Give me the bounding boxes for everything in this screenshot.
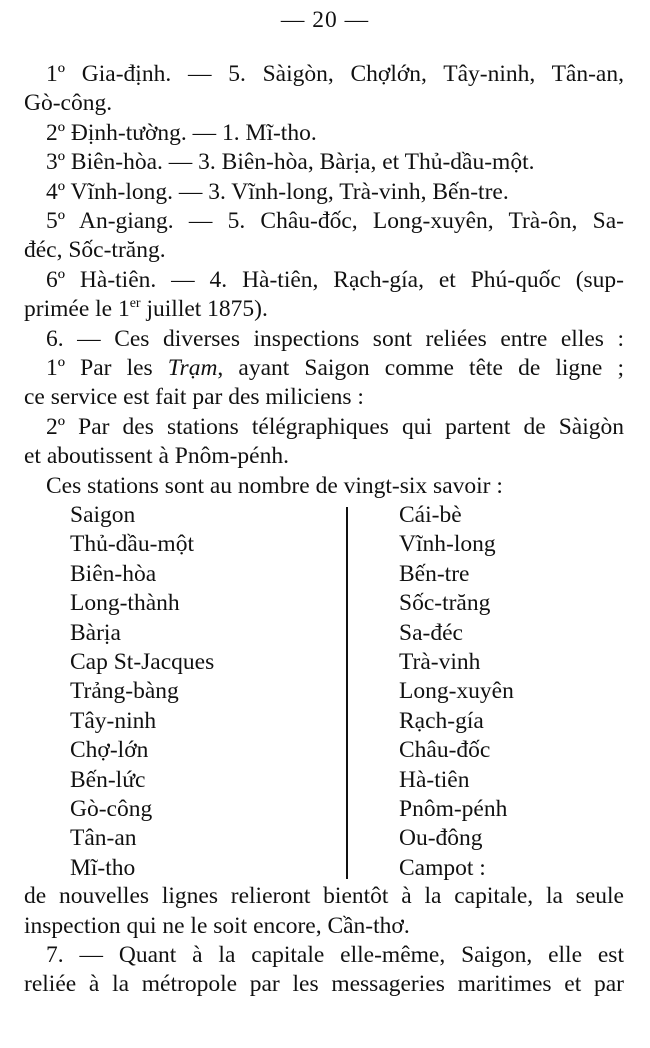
line-nouvelles-lignes: de nouvelles lignes relieront bientôt à la capitale, la seule — [24, 883, 624, 910]
line-supprimee-b: juillet 1875). — [140, 296, 268, 323]
line-par-les-tram — [24, 354, 624, 383]
station-item: Saigon — [70, 502, 136, 529]
line-vinh-long: 4º Vĩnh-long. — 3. Vĩnh-long, Trà-vinh, Bến-tre. — [46, 178, 509, 205]
station-item: Pnôm-pénh — [399, 796, 508, 822]
station-item: Hà-tiên — [399, 766, 470, 793]
paragraph-7: 7. — Quant à la capitale elle-même, Saigon, elle est — [46, 941, 624, 968]
line-gia-dinh: 1º Gia-định. — 5. Sàigòn, Chợlớn, Tây-ninh, Tân-an, — [46, 61, 624, 87]
line-bien-hoa: 3º Biên-hòa. — 3. Biên-hòa, Bàrịa, et Thủ-dầu-một. — [46, 149, 535, 176]
station-item: Sốc-trăng — [399, 590, 491, 617]
station-item: Campot : — [399, 854, 486, 881]
line-tram-b: , ayant Saigon comme tête de ligne ; — [217, 355, 624, 382]
station-item: Vĩnh-long — [399, 531, 496, 558]
station-item: Biên-hòa — [70, 560, 157, 587]
station-item: Cái-bè — [399, 502, 462, 529]
line-dinh-tuong: 2º Định-tường. — 1. Mĩ-tho. — [46, 119, 317, 146]
line-supprimee-a: primée le 1 — [24, 296, 130, 323]
column-divider — [346, 507, 348, 879]
tram-italic: Trạm — [167, 355, 218, 382]
station-item: Sa-đéc — [399, 619, 463, 646]
page-number: — 20 — — [280, 7, 370, 33]
station-item: Chợ-lớn — [70, 737, 149, 764]
stations-table — [24, 501, 624, 882]
station-item: Tân-an — [70, 825, 137, 852]
line-tram-a: 1º Par les — [46, 355, 168, 382]
line-sadec: đéc, Sốc-trăng. — [24, 237, 166, 264]
paragraph-6: 6. — Ces diverses inspections sont reliées entre elles : — [46, 325, 624, 352]
line-stations-count: Ces stations sont au nombre de vingt-six savoir : — [46, 472, 503, 499]
line-stations-telegraphiques: 2º Par des stations télégraphiques qui partent de Sàigòn — [46, 413, 624, 440]
line-can-tho: inspection qui ne le soit encore, Cần-thơ. — [24, 912, 410, 939]
line-metropole: reliée à la métropole par les messageries maritimes et par — [24, 971, 624, 998]
station-item: Gò-công — [70, 796, 153, 822]
superscript-er: er — [129, 296, 141, 312]
station-item: Tây-ninh — [70, 707, 157, 734]
station-item: Trà-vinh — [399, 649, 481, 676]
stations-right-column — [399, 501, 514, 883]
line-supprimee — [24, 295, 624, 324]
station-item: Thủ-dầu-một — [70, 531, 194, 558]
line-ha-tien: 6º Hà-tiên. — 4. Hà-tiên, Rạch-gía, et Phú-quốc (sup- — [46, 266, 624, 293]
line-pnom-penh: et aboutissent à Pnôm-pénh. — [24, 443, 289, 470]
station-item: Trảng-bàng — [70, 678, 179, 705]
line-an-giang: 5º An-giang. — 5. Châu-đốc, Long-xuyên, Trà-ôn, Sa- — [46, 208, 624, 235]
station-item: Châu-đốc — [399, 737, 491, 764]
station-item: Rạch-gía — [399, 707, 484, 734]
station-item: Bến-lức — [70, 766, 146, 793]
station-item: Cap St-Jacques — [70, 649, 215, 676]
stations-left-column — [70, 501, 214, 883]
station-item: Bến-tre — [399, 560, 470, 587]
line-miliciens: ce service est fait par des miliciens : — [24, 384, 364, 411]
station-item: Ou-đông — [399, 825, 483, 852]
station-item: Bàrịa — [70, 619, 121, 646]
station-item: Long-xuyên — [399, 678, 514, 705]
station-item: Long-thành — [70, 590, 180, 617]
page-body — [24, 60, 624, 1000]
station-item: Mĩ-tho — [70, 854, 136, 881]
line-go-cong: Gò-công. — [24, 90, 113, 117]
